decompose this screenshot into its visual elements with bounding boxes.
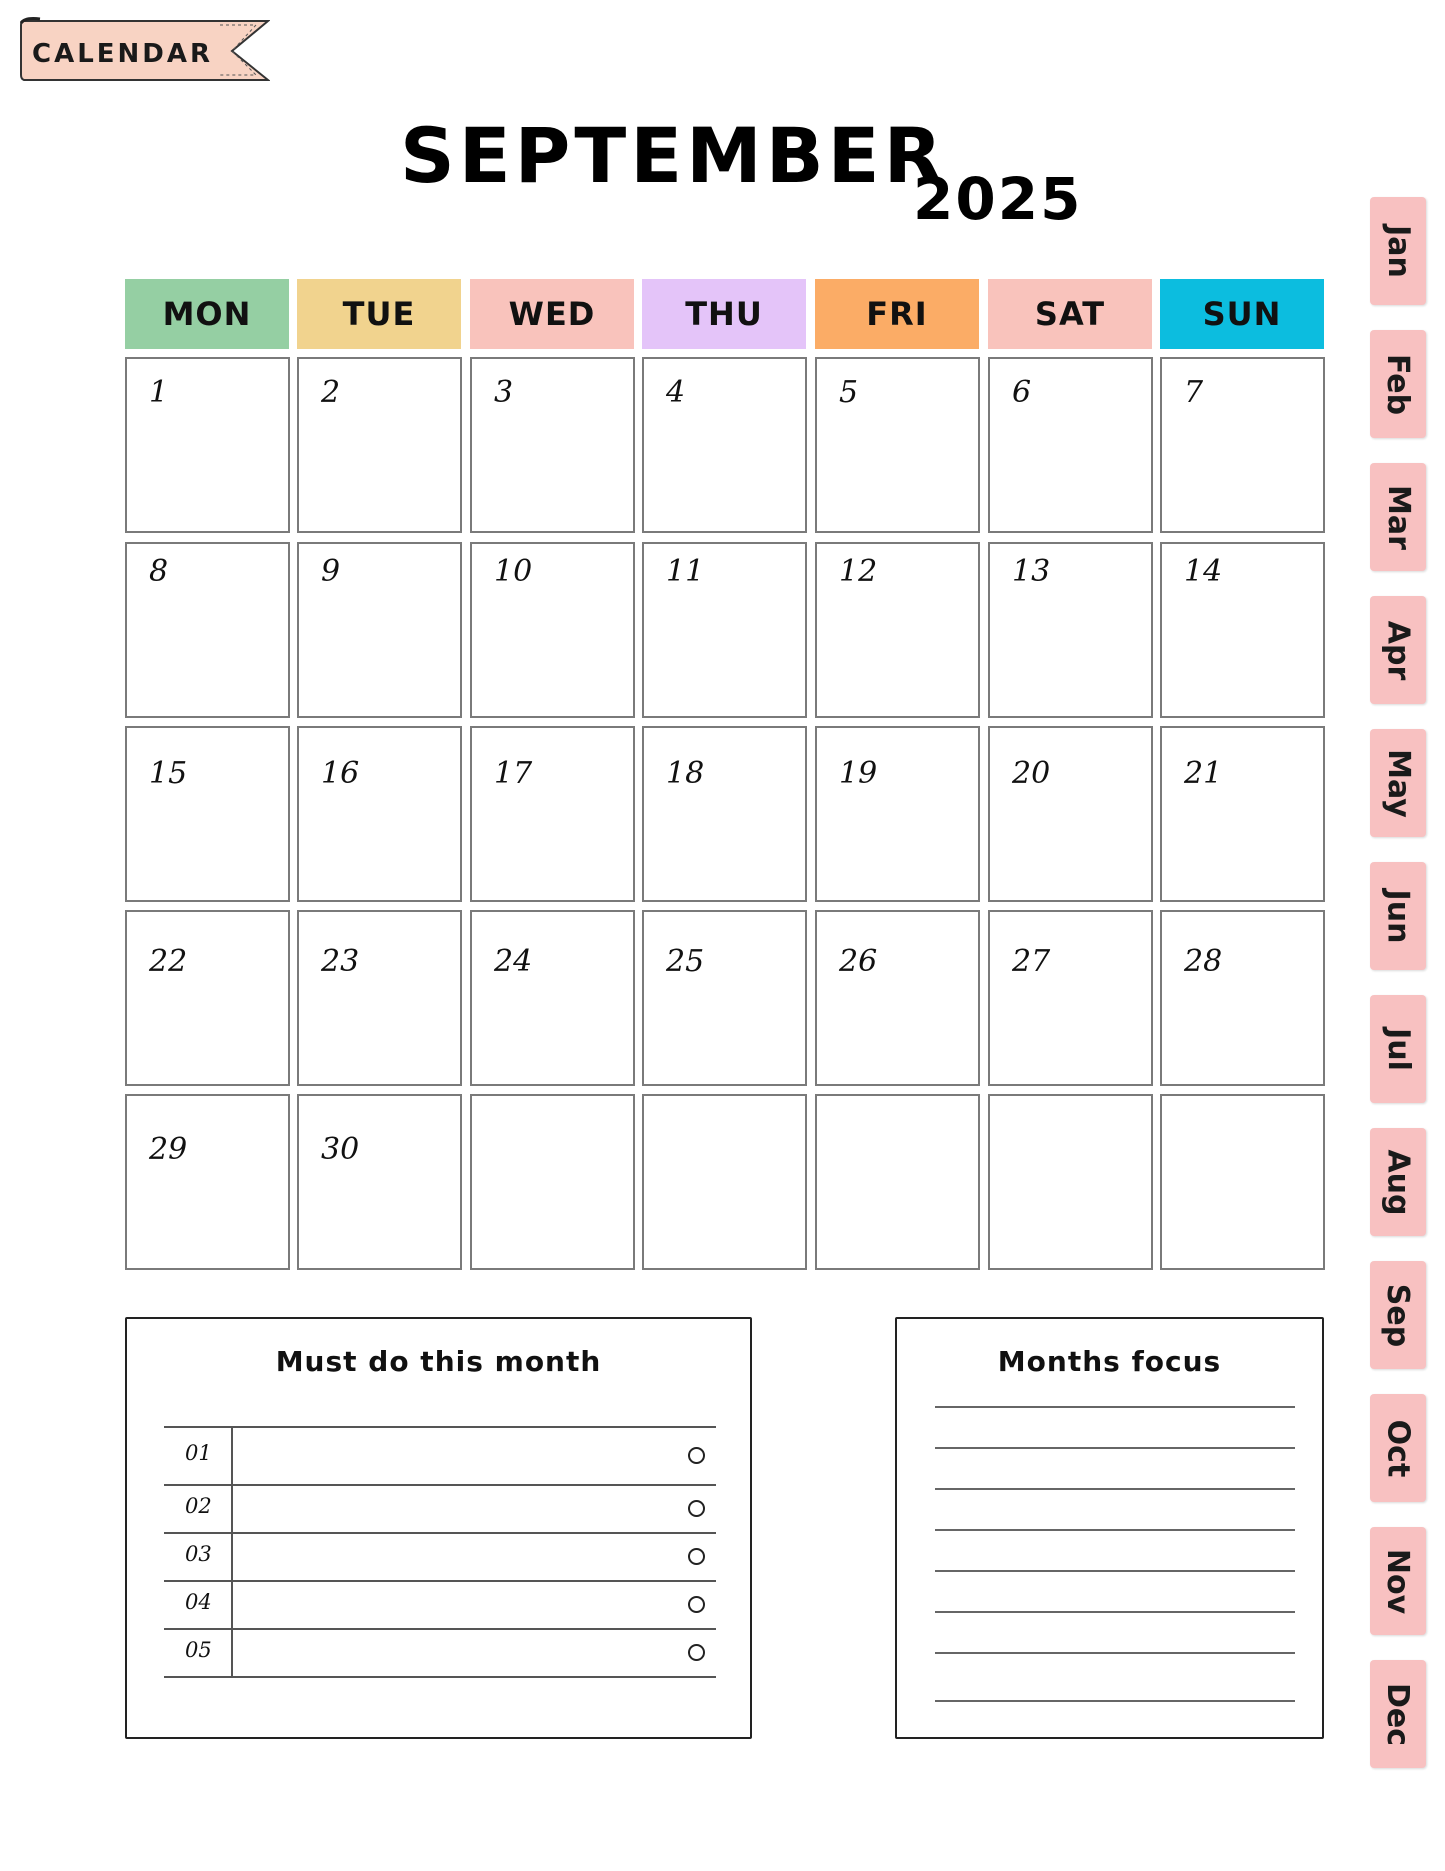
day-number: 8 <box>149 554 169 589</box>
day-cell[interactable] <box>815 726 980 902</box>
day-cell[interactable] <box>1160 726 1325 902</box>
day-cell[interactable] <box>988 726 1153 902</box>
day-number: 10 <box>494 554 533 589</box>
weekday-fri: FRI <box>815 279 979 349</box>
day-cell[interactable] <box>815 542 980 718</box>
weekday-wed: WED <box>470 279 634 349</box>
day-cell[interactable] <box>125 726 290 902</box>
month-tab-jun[interactable] <box>1370 862 1426 970</box>
day-cell[interactable] <box>988 910 1153 1086</box>
month-tab-label: Mar <box>1380 484 1416 550</box>
day-cell[interactable] <box>1160 1094 1325 1270</box>
focus-panel <box>895 1317 1324 1739</box>
focus-line[interactable] <box>935 1406 1295 1408</box>
must-do-panel <box>125 1317 752 1739</box>
month-tab-oct[interactable] <box>1370 1394 1426 1502</box>
month-tab-mar[interactable] <box>1370 463 1426 571</box>
calendar-banner <box>20 17 270 84</box>
day-cell[interactable] <box>988 1094 1153 1270</box>
month-tab-label: Jun <box>1380 889 1416 943</box>
day-number: 20 <box>1012 756 1051 791</box>
month-tab-label: Feb <box>1380 353 1416 415</box>
day-number: 7 <box>1184 375 1204 410</box>
day-cell[interactable] <box>988 357 1153 533</box>
day-cell[interactable] <box>470 1094 635 1270</box>
month-tab-label: Jul <box>1380 1027 1416 1071</box>
todo-checkbox-icon[interactable] <box>688 1596 705 1613</box>
focus-line[interactable] <box>935 1529 1295 1531</box>
day-cell[interactable] <box>642 726 807 902</box>
weekday-mon: MON <box>125 279 289 349</box>
todo-checkbox-icon[interactable] <box>688 1548 705 1565</box>
day-cell[interactable] <box>470 357 635 533</box>
weekday-tue: TUE <box>297 279 461 349</box>
weekday-thu: THU <box>642 279 806 349</box>
month-tab-apr[interactable] <box>1370 596 1426 704</box>
focus-title: Months focus <box>997 1345 1222 1378</box>
day-cell[interactable] <box>642 542 807 718</box>
focus-line[interactable] <box>935 1700 1295 1702</box>
month-tab-label: Oct <box>1380 1419 1416 1477</box>
day-number: 6 <box>1012 375 1032 410</box>
day-number: 22 <box>149 944 188 979</box>
todo-rule <box>164 1426 716 1428</box>
day-number: 28 <box>1184 944 1223 979</box>
day-number: 21 <box>1184 756 1223 791</box>
day-cell[interactable] <box>642 910 807 1086</box>
day-number: 29 <box>149 1132 188 1167</box>
focus-line[interactable] <box>935 1652 1295 1654</box>
todo-rule <box>164 1628 716 1630</box>
focus-line[interactable] <box>935 1488 1295 1490</box>
day-cell[interactable] <box>815 910 980 1086</box>
day-number: 12 <box>839 554 878 589</box>
day-cell[interactable] <box>125 357 290 533</box>
todo-column-divider <box>231 1426 233 1678</box>
month-tab-label: Apr <box>1380 620 1416 680</box>
day-number: 15 <box>149 756 188 791</box>
year-title: 2025 <box>913 165 1083 233</box>
day-cell[interactable] <box>297 726 462 902</box>
month-tab-label: Nov <box>1380 1548 1416 1614</box>
todo-number: 04 <box>185 1590 212 1614</box>
todo-rule <box>164 1676 716 1678</box>
month-tab-dec[interactable] <box>1370 1660 1426 1768</box>
month-tab-label: Aug <box>1380 1148 1416 1216</box>
focus-line[interactable] <box>935 1611 1295 1613</box>
day-number: 23 <box>321 944 360 979</box>
day-number: 16 <box>321 756 360 791</box>
day-cell[interactable] <box>815 357 980 533</box>
month-tab-feb[interactable] <box>1370 330 1426 438</box>
todo-rule <box>164 1532 716 1534</box>
todo-number: 05 <box>185 1638 212 1662</box>
day-number: 13 <box>1012 554 1051 589</box>
day-number: 25 <box>666 944 705 979</box>
weekday-sun: SUN <box>1160 279 1324 349</box>
weekday-sat: SAT <box>988 279 1152 349</box>
todo-number: 01 <box>185 1441 212 1465</box>
day-number: 24 <box>494 944 533 979</box>
day-cell[interactable] <box>642 357 807 533</box>
day-cell[interactable] <box>297 357 462 533</box>
must-do-title: Must do this month <box>275 1345 602 1378</box>
day-number: 2 <box>321 375 341 410</box>
todo-number: 03 <box>185 1542 212 1566</box>
todo-rule <box>164 1580 716 1582</box>
day-cell[interactable] <box>297 542 462 718</box>
month-tab-nov[interactable] <box>1370 1527 1426 1635</box>
day-number: 18 <box>666 756 705 791</box>
day-cell[interactable] <box>297 910 462 1086</box>
day-cell[interactable] <box>815 1094 980 1270</box>
day-cell[interactable] <box>470 726 635 902</box>
day-number: 5 <box>839 375 859 410</box>
month-tab-may[interactable] <box>1370 729 1426 837</box>
day-number: 9 <box>321 554 341 589</box>
day-cell[interactable] <box>125 910 290 1086</box>
month-tab-label: Dec <box>1380 1682 1416 1746</box>
day-cell[interactable] <box>470 910 635 1086</box>
day-cell[interactable] <box>1160 542 1325 718</box>
todo-rule <box>164 1484 716 1486</box>
day-cell[interactable] <box>470 542 635 718</box>
day-number: 1 <box>149 375 169 410</box>
month-tab-label: Jan <box>1380 224 1416 278</box>
month-tab-jan[interactable] <box>1370 197 1426 305</box>
day-number: 11 <box>666 554 705 589</box>
day-cell[interactable] <box>988 542 1153 718</box>
day-number: 4 <box>666 375 686 410</box>
todo-checkbox-icon[interactable] <box>688 1500 705 1517</box>
day-cell[interactable] <box>1160 357 1325 533</box>
day-number: 26 <box>839 944 878 979</box>
month-tab-jul[interactable] <box>1370 995 1426 1103</box>
month-tab-label: May <box>1380 748 1416 818</box>
focus-line[interactable] <box>935 1570 1295 1572</box>
day-cell[interactable] <box>1160 910 1325 1086</box>
day-number: 27 <box>1012 944 1051 979</box>
day-number: 3 <box>494 375 514 410</box>
day-number: 19 <box>839 756 878 791</box>
day-number: 14 <box>1184 554 1223 589</box>
month-tab-label: Sep <box>1380 1283 1416 1347</box>
day-cell[interactable] <box>125 542 290 718</box>
todo-number: 02 <box>185 1494 212 1518</box>
day-number: 17 <box>494 756 533 791</box>
banner-label: CALENDAR <box>32 39 214 69</box>
month-tab-aug[interactable] <box>1370 1128 1426 1236</box>
month-title: SEPTEMBER <box>400 111 947 200</box>
day-number: 30 <box>321 1132 360 1167</box>
todo-checkbox-icon[interactable] <box>688 1644 705 1661</box>
focus-line[interactable] <box>935 1447 1295 1449</box>
day-cell[interactable] <box>297 1094 462 1270</box>
month-tab-sep[interactable] <box>1370 1261 1426 1369</box>
todo-checkbox-icon[interactable] <box>688 1447 705 1464</box>
day-cell[interactable] <box>125 1094 290 1270</box>
day-cell[interactable] <box>642 1094 807 1270</box>
